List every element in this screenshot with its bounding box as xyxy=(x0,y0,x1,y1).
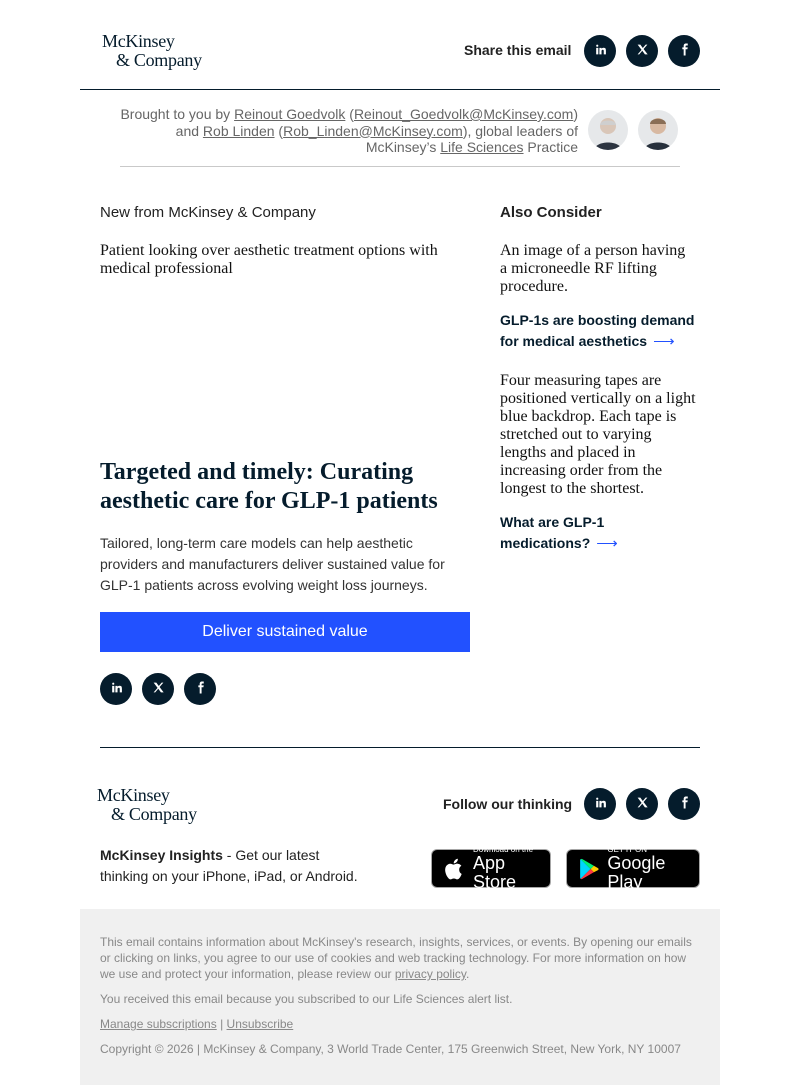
footer-mckinsey-logo[interactable] xyxy=(97,786,197,824)
apple-icon xyxy=(442,856,467,882)
practice-suffix: Practice xyxy=(527,139,578,155)
manage-subscriptions-link[interactable]: Manage subscriptions xyxy=(100,1017,217,1031)
consider-link-2[interactable] xyxy=(500,512,650,554)
x-icon xyxy=(636,796,649,812)
byline: Brought to you by Reinout Goedvolk (Reinout_Goedvolk@McKinsey.com) and Rob Linden (Rob_Linden@McKinsey.com), global leaders of McKinsey’s Life Sciences Practice xyxy=(120,106,578,155)
avatar-author2 xyxy=(638,110,678,150)
app-store-small: Download on the xyxy=(473,845,534,854)
avatar-author1 xyxy=(588,110,628,150)
google-play-text xyxy=(607,845,699,892)
logo-line2: & Company xyxy=(116,50,202,70)
facebook-icon xyxy=(194,681,207,697)
copyright: Copyright © 2026 | McKinsey & Company, 3 World Trade Center, 175 Greenwich Street, New York, NY 10007 xyxy=(100,1042,681,1056)
legal-notice: This email contains information about McKinsey's research, insights, services, or events. By opening our emails or clicking on links, you agree to our use of cookies and web tracking technology. For more information on how we use and protect your information, please review our privacy policy. xyxy=(100,935,692,981)
arrow-right-icon: ⟶ xyxy=(596,535,618,552)
google-play-icon xyxy=(577,856,601,882)
logo-line1: McKinsey xyxy=(97,785,170,805)
insights-app-name: McKinsey Insights xyxy=(100,847,223,863)
consider-link-2-title: What are GLP-1 medications? xyxy=(500,514,605,551)
linkedin-icon xyxy=(594,796,607,812)
byline-prefix: Brought to you by xyxy=(120,106,231,122)
deliver-value-button[interactable]: Deliver sustained value xyxy=(100,612,470,652)
article-description: Tailored, long-term care models can help aesthetic providers and manufacturers deliver sustained value for GLP-1 patients across evolving weight loss journeys. xyxy=(100,535,445,593)
facebook-icon xyxy=(678,796,691,812)
follow-label: Follow our thinking xyxy=(443,796,573,812)
consider-image-2[interactable]: Four measuring tapes are positioned vertically on a light blue backdrop. Each tape is stretched out to varying lengths and placed in increasing order from the longest to the shortest. xyxy=(500,372,696,497)
author1-link[interactable]: Reinout Goedvolk xyxy=(234,106,346,122)
mckinsey-logo[interactable] xyxy=(102,32,202,70)
header-divider xyxy=(80,89,720,90)
consider-image-1[interactable]: An image of a person having a microneedle RF lifting procedure. xyxy=(500,242,686,295)
subscription-reason: You received this email because you subscribed to our Life Sciences alert list. xyxy=(100,992,513,1006)
google-play-badge[interactable] xyxy=(566,845,700,892)
legal-notice-text: This email contains information about McKinsey's research, insights, services, or events. By opening our emails or clicking on links, you agree to our use of cookies and web tracking technology. For more information on how we use and protect your information, please review our xyxy=(100,935,692,981)
insights-promo xyxy=(100,845,370,887)
author2-email-link[interactable]: Rob_Linden@McKinsey.com xyxy=(283,122,463,139)
consider-link-1[interactable] xyxy=(500,310,700,352)
article-linkedin-button[interactable] xyxy=(100,673,132,705)
author2-link[interactable]: Rob Linden xyxy=(202,122,275,139)
google-play-small: GET IT ON xyxy=(607,845,648,854)
share-label: Share this email xyxy=(464,42,572,58)
app-store-text xyxy=(473,845,550,892)
arrow-right-icon: ⟶ xyxy=(653,333,675,350)
privacy-policy-link[interactable]: privacy policy xyxy=(394,967,466,981)
author1-email-link[interactable]: Reinout_Goedvolk@McKinsey.com xyxy=(353,106,574,122)
byline-and: and xyxy=(175,122,200,139)
byline-suffix: ), global leaders of McKinsey’s xyxy=(365,122,578,155)
consider-link-1-title: GLP-1s are boosting demand for medical aesthetics xyxy=(500,312,695,349)
follow-x-button[interactable] xyxy=(626,788,658,820)
linkedin-icon xyxy=(594,43,607,59)
app-store-badge[interactable] xyxy=(431,845,551,892)
logo-line1: McKinsey xyxy=(102,31,175,51)
insights-text: - Get our latest thinking on your iPhone, iPad, or Android. xyxy=(100,847,358,884)
x-share-button[interactable] xyxy=(626,35,658,67)
main-section-title: New from McKinsey & Company xyxy=(100,204,316,221)
unsubscribe-link[interactable]: Unsubscribe xyxy=(226,1017,294,1031)
facebook-icon xyxy=(678,43,691,59)
article-x-button[interactable] xyxy=(142,673,174,705)
google-play-big: Google Play xyxy=(607,853,666,892)
logo-line2: & Company xyxy=(111,804,197,824)
x-icon xyxy=(152,681,165,697)
linkedin-icon xyxy=(110,681,123,697)
subscription-links: Manage subscriptions | Unsubscribe xyxy=(100,1017,294,1031)
practice-link[interactable]: Life Sciences xyxy=(440,139,524,155)
consider-section-title: Also Consider xyxy=(500,204,602,221)
follow-facebook-button[interactable] xyxy=(668,788,700,820)
follow-linkedin-button[interactable] xyxy=(584,788,616,820)
facebook-share-button[interactable] xyxy=(668,35,700,67)
article-facebook-button[interactable] xyxy=(184,673,216,705)
linkedin-share-button[interactable] xyxy=(584,35,616,67)
content-divider xyxy=(100,747,700,748)
article-headline[interactable]: Targeted and timely: Curating aesthetic care for GLP-1 patients xyxy=(100,459,438,514)
x-icon xyxy=(636,43,649,59)
main-article-image[interactable]: Patient looking over aesthetic treatment options with medical professional xyxy=(100,242,438,277)
legal-footer xyxy=(80,909,720,1085)
byline-divider xyxy=(120,166,680,167)
app-store-big: App Store xyxy=(473,853,517,892)
